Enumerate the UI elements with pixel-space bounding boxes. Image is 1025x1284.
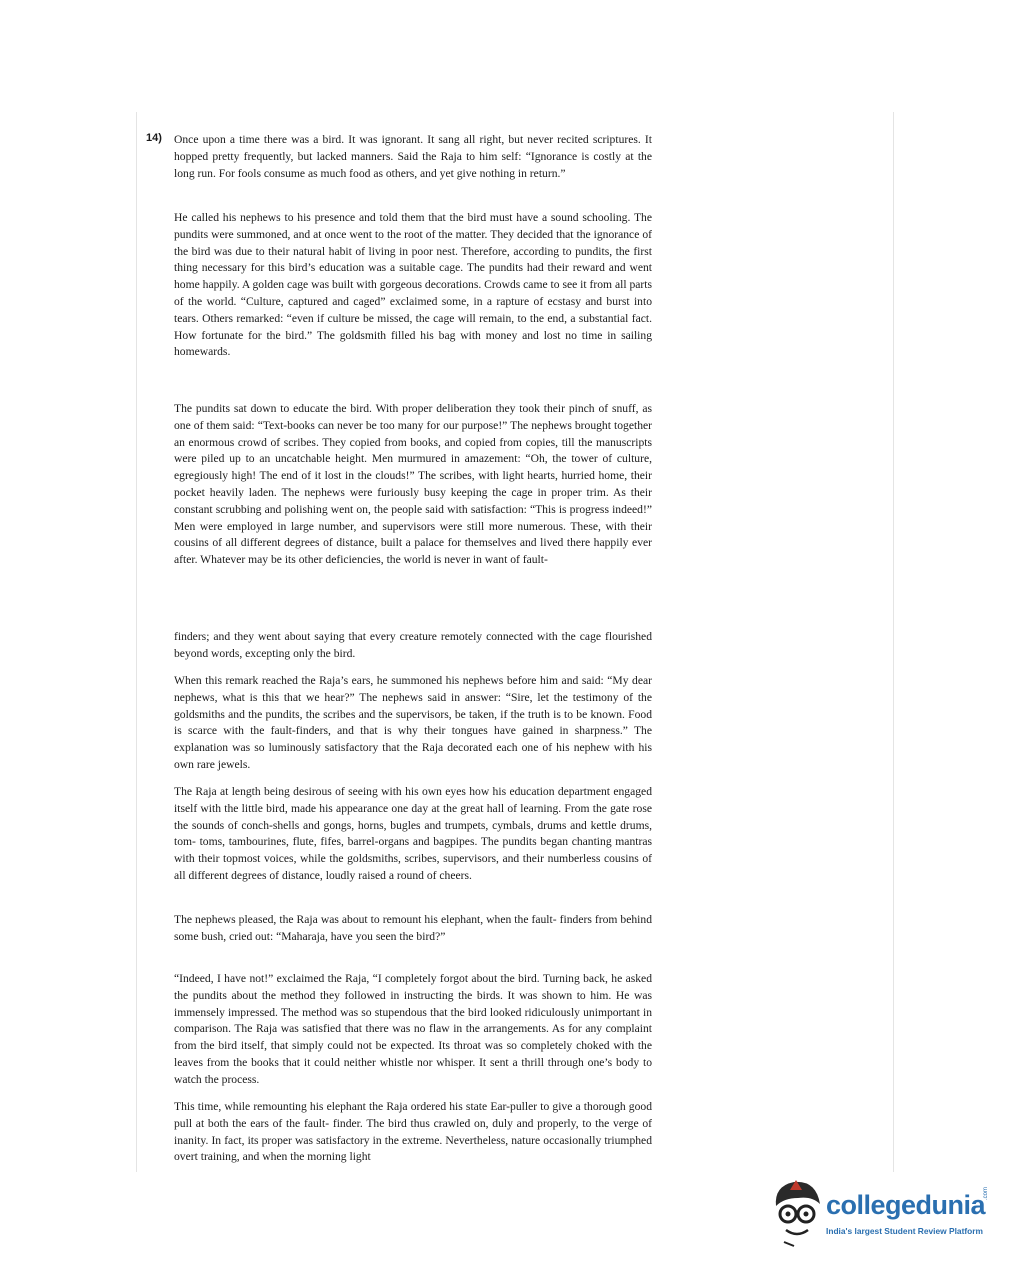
paragraph-7: The nephews pleased, the Raja was about to remount his elephant, when the fault- finders from behind some bush, cried out: “Maharaja, have you seen the bird?” bbox=[174, 913, 652, 943]
brand-name: collegedunia bbox=[826, 1190, 986, 1220]
paragraph-6: The Raja at length being desirous of seeing with his own eyes how his education department engaged itself with the little bird, made his appearance one day at the great hall of learning. From the gate rose the sounds of conch-shells and gongs, horns, bugles and trumpets, cymbals, drums and kettle drums, tom- toms, tambourines, flute, fifes, barrel-organs and bagpipes. The pundits began chanting mantras with their topmost voices, while the goldsmiths, scribes, supervisors, and their numberless cousins of all different degrees of distance, loudly raised a round of cheers. bbox=[174, 785, 652, 882]
brand-suffix: .com bbox=[983, 1186, 989, 1200]
paragraph-9: This time, while remounting his elephant the Raja ordered his state Ear-puller to give a thorough good pull at both the ears of the fault- finder. The bird thus crawled on, duly and properly, to the verge of inanity. In fact, its proper was satisfactory in the extreme. Nevertheless, nature occasionally triumphed overt training, and when the morning light bbox=[174, 1100, 652, 1164]
brand-tagline: India's largest Student Review Platform bbox=[826, 1226, 983, 1236]
paragraph-8: “Indeed, I have not!” exclaimed the Raja, “I completely forgot about the bird. Turning back, he asked the pundits about the method they followed in instructing the birds. It was shown to him. He was immensely impressed. The method was so stupendous that the bird looked ridiculously unimportant in comparison. The Raja was satisfied that there was no flaw in the arrangements. As for any complaint from the bird itself, that simply could not be expected. Its throat was so completely choked with the leaves from the books that it could neither whistle nor whisper. It sent a thrill through one’s body to watch the process. bbox=[174, 972, 652, 1086]
collegedunia-logo bbox=[766, 1176, 996, 1252]
paragraph-4: finders; and they went about saying that every creature remotely connected with the cage flourished beyond words, excepting only the bird. bbox=[174, 630, 652, 660]
paragraph-3: The pundits sat down to educate the bird. With proper deliberation they took their pinch of snuff, as one of them said: “Text-books can never be too many for our purpose!” The nephews brought together an enormous crowd of scribes. They copied from books, and copied from copies, till the manuscripts were piled up to an uncatchable height. Men murmured in amazement: “Oh, the tower of culture, egregiously high! The end of it lost in the clouds!” The scribes, with light hearts, hurried home, their pocket heavily laden. The nephews were furiously busy keeping the cage in proper trim. As their constant scrubbing and polishing went on, the people said with satisfaction: “This is progress indeed!” Men were employed in large number, and supervisors were still more numerous. These, with their cousins of all different degrees of distance, built a palace for themselves and lived there happily ever after. Whatever may be its other deficiencies, the world is never in want of fault- bbox=[174, 402, 652, 567]
paragraph-1: Once upon a time there was a bird. It was ignorant. It sang all right, but never recited scriptures. It hopped pretty frequently, but lacked manners. Said the Raja to him self: “Ignorance is costly at the long run. For fools consume as much food as others, and yet give nothing in return.” bbox=[174, 133, 652, 180]
question-number: 14) bbox=[146, 132, 162, 144]
paragraph-5: When this remark reached the Raja’s ears, he summoned his nephews before him and said: “My dear nephews, what is this that we hear?” The nephews said in answer: “Sire, let the testimony of the goldsmiths and the pundits, the scribes and the supervisors, be taken, if the truth is to be known. Food is scarce with the fault-finders, and that is why their tongues have gained in sharpness.” The explanation was so luminously satisfactory that the Raja decorated each one of his nephew with his own rare jewels. bbox=[174, 674, 652, 771]
paragraph-2: He called his nephews to his presence and told them that the bird must have a sound schooling. The pundits were summoned, and at once went to the root of the matter. They decided that the ignorance of the bird was due to their natural habit of living in poor nest. Therefore, according to pundits, the first thing necessary for this bird’s education was a suitable cage. The pundits had their reward and went home happily. A golden cage was built with gorgeous decorations. Crowds came to see it from all parts of the world. “Culture, captured and caged” exclaimed some, in a rapture of ecstasy and burst into tears. Others remarked: “even if culture be missed, the cage will remain, to the end, a substantial fact. How fortunate for the bird.” The goldsmith filled his bag with money and lost no time in sailing homewards. bbox=[174, 211, 652, 359]
mascot-icon bbox=[766, 1176, 826, 1252]
